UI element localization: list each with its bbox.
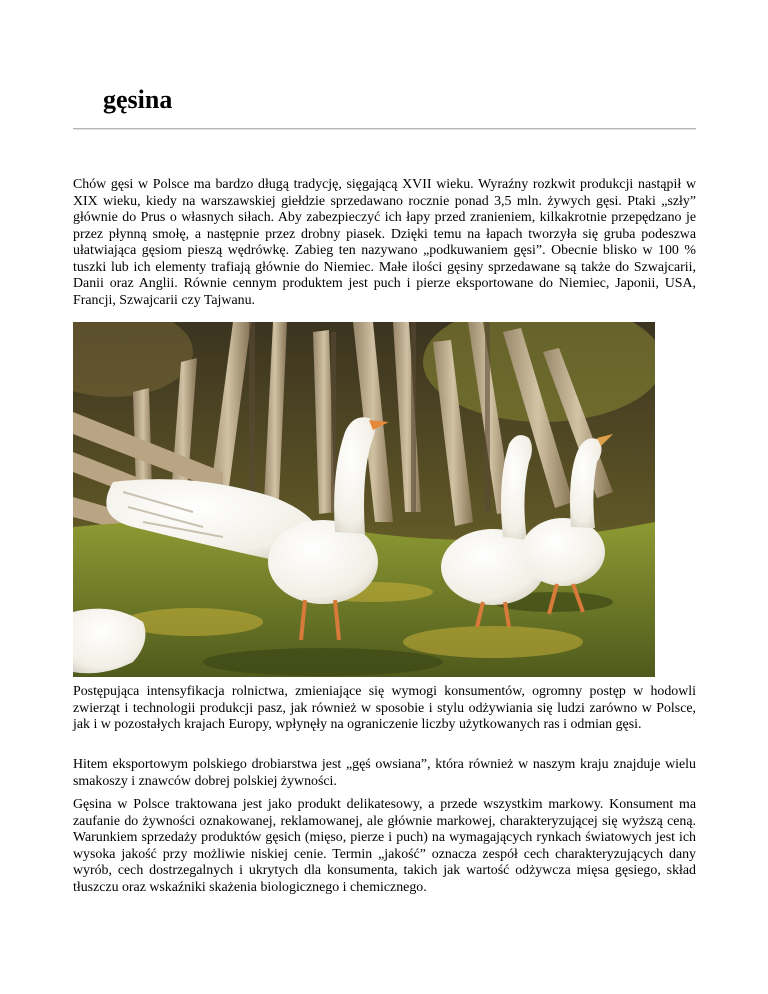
paragraph-export-hit: Hitem eksportowym polskiego drobiarstwa jest „gęś owsiana”, która również w naszym kraju znajduje wielu smakoszy i znawców dobrej polskiej żywności. <box>73 757 696 789</box>
page-title: gęsina <box>103 85 173 114</box>
title-divider <box>73 128 696 130</box>
paragraph-quality: Gęsina w Polsce traktowana jest jako produkt delikatesowy, a przede wszystkim markowy. Konsument ma zaufanie do żywności oznakowanej, reklamowanej, ale głównie markowej, charakteryzującej się wyższą ceną. Warunkiem sprzedaży produktów gęsich (mięso, pierze i puch) na wymagających rynkach światowych jest ich wysoka jakość przy możliwie niskiej cenie. Termin „jakość” oznacza zespół cech charakteryzujących dany wyrób, cech dostrzegalnych i ukrytych dla konsumenta, takich jak wartość odżywcza mięsa gęsiego, skład tłuszczu oraz wskaźniki skażenia biologicznego i chemicznego. <box>73 797 696 895</box>
paragraph-intensification: Postępująca intensyfikacja rolnictwa, zmieniające się wymogi konsumentów, ogromny postęp w hodowli zwierząt i technologii produkcji pasz, jak również w sposobie i stylu odżywiania się ludzi zarówno w Polsce, jak i w pozostałych krajach Europy, wpłynęły na ograniczenie liczby użytkowanych ras i odmian gęsi. <box>73 684 696 732</box>
geese-photo <box>73 322 655 677</box>
paragraph-history: Chów gęsi w Polsce ma bardzo długą tradycję, sięgającą XVII wieku. Wyraźny rozkwit produkcji nastąpił w XIX wieku, kiedy na warszawskiej giełdzie sprzedawano rocznie ponad 3,5 mln. żywych gęsi. Ptaki „szły” głównie do Prus o własnych siłach. Aby zabezpieczyć ich łapy przed zranieniem, kilkakrotnie przepędzano je przez płynną smołę, a następnie przez drobny piasek. Dzięki temu na łapach tworzyła się gruba podeszwa ułatwiająca gęsiom pieszą wędrówkę. Zabieg ten nazywano „podkuwaniem gęsi”. Obecnie blisko w 100 % tuszki lub ich elementy trafiają głównie do Niemiec. Małe ilości gęsiny sprzedawane są także do Szwajcarii, Danii oraz Anglii. Równie cennym produktem jest puch i pierze eksportowane do Niemiec, Japonii, USA, Francji, Szwajcarii czy Tajwanu. <box>73 177 696 308</box>
